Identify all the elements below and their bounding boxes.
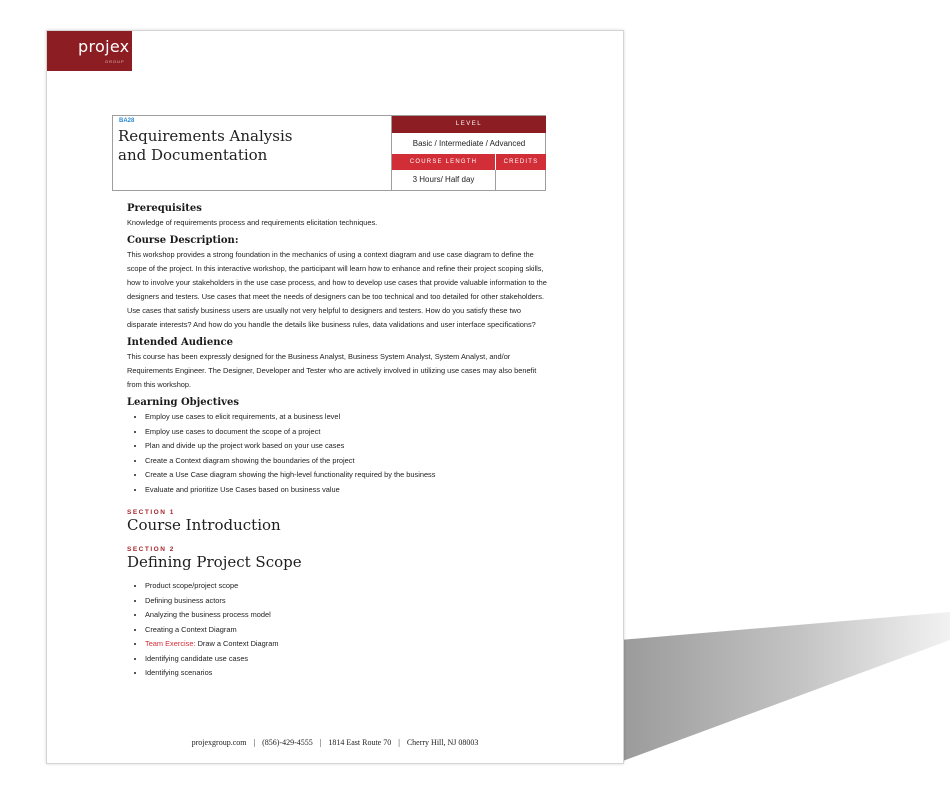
list-item	[145, 637, 547, 652]
description-text: This workshop provides a strong foundation in the mechanics of using a context diagram and use case diagram to define the scope of the project. In this interactive workshop, the participant will learn how to enhance and refine their project scoping skills, how to involve your stakeholders in the use case process, and how to develop use cases that provide valuable information to the designers and testers. Use cases that meet the needs of designers can be too technical and too detailed for other stakeholders. Use cases that satisfy business users are usually not very helpful to designers and testers. How do you satisfy these two disparate interests? And how do you handle the details like business rules, data validations and user interface specifications?	[127, 250, 547, 329]
section2-label: SECTION 2	[127, 546, 175, 553]
list-item: • Create a Use Case diagram showing the high-level functionality required by the business	[145, 468, 547, 483]
course-header-box	[112, 115, 546, 191]
course-title-line2: and Documentation	[118, 146, 268, 164]
team-exercise-label: Team Exercise:	[145, 639, 196, 648]
list-item: • Employ use cases to document the scope of a project	[145, 425, 547, 440]
section2-list	[127, 579, 547, 681]
audience-heading: Intended Audience	[127, 337, 233, 348]
credits-value	[495, 170, 547, 190]
course-length-label: COURSE LENGTH	[392, 154, 495, 170]
list-item: • Plan and divide up the project work based on your use cases	[145, 439, 547, 454]
logo-text: projex	[78, 37, 130, 56]
projex-logo	[47, 31, 132, 71]
footer-separator: |	[319, 738, 322, 747]
list-item: • Creating a Context Diagram	[145, 623, 547, 638]
section1-title: Course Introduction	[127, 516, 281, 534]
list-item: • Evaluate and prioritize Use Cases based on business value	[145, 483, 547, 498]
list-item: • Defining business actors	[145, 594, 547, 609]
footer-website: projexgroup.com	[191, 738, 247, 747]
credits-label: CREDITS	[496, 154, 546, 170]
level-value: Basic / Intermediate / Advanced	[412, 139, 526, 148]
list-item: • Product scope/project scope	[145, 579, 547, 594]
objectives-list	[127, 410, 547, 497]
prerequisites-text: Knowledge of requirements process and requirements elicitation techniques.	[127, 218, 378, 227]
course-length-value: 3 Hours/ Half day	[412, 175, 475, 184]
footer-address: 1814 East Route 70	[328, 738, 392, 747]
list-item: • Create a Context diagram showing the boundaries of the project	[145, 454, 547, 469]
course-title	[118, 127, 378, 165]
footer	[47, 738, 623, 747]
team-exercise-text: Draw a Context Diagram	[197, 639, 279, 648]
list-item: • Employ use cases to elicit requirements, at a business level	[145, 410, 547, 425]
footer-city: Cherry Hill, NJ 08003	[406, 738, 479, 747]
audience-text: This course has been expressly designed for the Business Analyst, Business System Analyst, System Analyst, and/or Requirements Engineer. The Designer, Developer and Tester who are actively involved in utilizing use cases may also benefit from this workshop.	[127, 352, 537, 389]
list-item: • Identifying candidate use cases	[145, 652, 547, 667]
prerequisites-heading: Prerequisites	[127, 203, 202, 214]
course-info-table	[391, 116, 546, 190]
logo-subtext: GROUP	[105, 59, 125, 64]
footer-phone: (856)-429-4555	[262, 738, 313, 747]
course-code: BA28	[119, 118, 135, 124]
course-title-line1: Requirements Analysis	[118, 127, 293, 145]
list-item: • Analyzing the business process model	[145, 608, 547, 623]
level-label: LEVEL	[392, 116, 546, 133]
course-content	[127, 203, 547, 689]
footer-separator: |	[398, 738, 400, 747]
document-page	[46, 30, 624, 764]
list-item: • Identifying scenarios	[145, 666, 547, 681]
description-heading: Course Description:	[127, 235, 239, 246]
section2-title: Defining Project Scope	[127, 553, 302, 571]
section1-label: SECTION 1	[127, 509, 175, 516]
objectives-heading: Learning Objectives	[127, 397, 239, 408]
footer-separator: |	[253, 738, 256, 747]
